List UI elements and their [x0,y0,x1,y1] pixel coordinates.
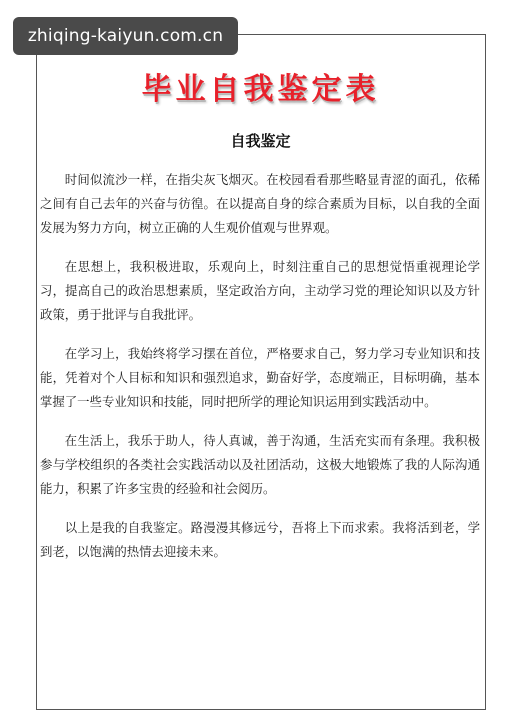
watermark-banner [13,17,238,55]
paragraph-intro: 时间似流沙一样，在指尖灰飞烟灭。在校园看看那些略显青涩的面孔，依稀之间有自己去年的兴奋与彷徨。在以提高自身的综合素质为目标，以自我的全面发展为努力方向，树立正确的人生观价值观与世界观。 [40,172,480,235]
paragraph-thought: 在思想上，我积极进取，乐观向上，时刻注重自己的思想觉悟重视理论学习，提高自己的政治思想素质，坚定政治方向，主动学习党的理论知识以及方针政策，勇于批评与自我批评。 [40,259,480,322]
paragraph-life: 在生活上，我乐于助人，待人真诚，善于沟通，生活充实而有条理。我积极参与学校组织的各类社会实践活动以及社团活动，这极大地锻炼了我的人际沟通能力，积累了许多宝贵的经验和社会阅历。 [40,433,480,496]
watermark-text: zhiqing-kaiyun.com.cn [27,26,224,46]
document-body [40,168,480,579]
paragraph-conclusion: 以上是我的自我鉴定。路漫漫其修远兮，吾将上下而求索。我将活到老，学到老，以饱满的热情去迎接未来。 [40,520,480,559]
paragraph-study: 在学习上，我始终将学习摆在首位，严格要求自己，努力学习专业知识和技能，凭着对个人目标和知识和强烈追求，勤奋好学，态度端正，目标明确，基本掌握了一些专业知识和技能，同时把所学的理论知识运用到实践活动中。 [40,346,480,409]
document-title: 毕业自我鉴定表 [141,72,380,107]
section-heading: 自我鉴定 [230,132,291,150]
